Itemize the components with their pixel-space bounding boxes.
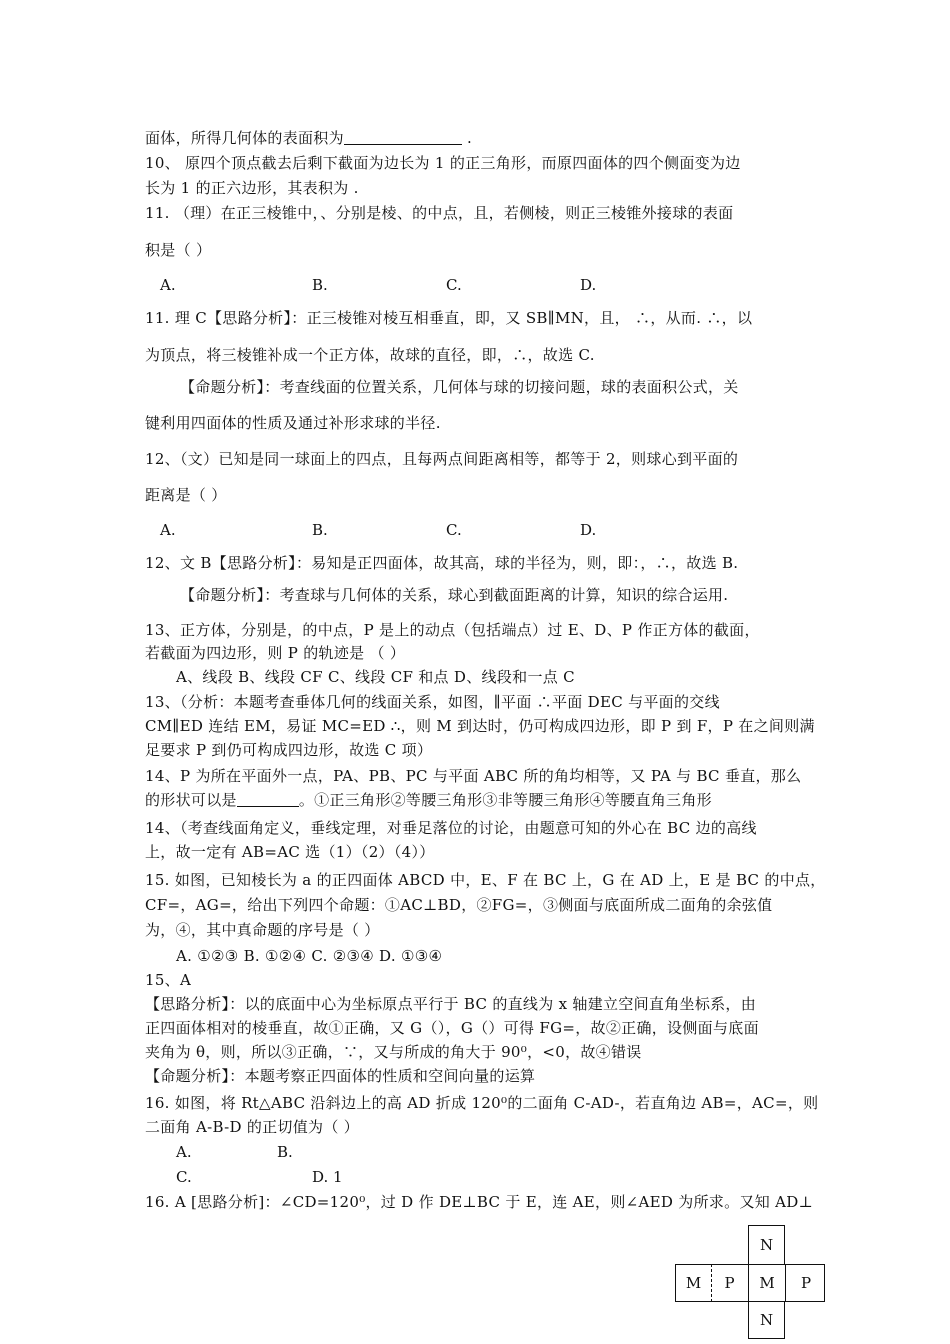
option: B. (312, 521, 328, 539)
text-line: 【命题分析】：考查线面的位置关系，几何体与球的切接问题，球的表面积公式，关 (180, 378, 739, 396)
option: C. (446, 276, 462, 294)
option: A. (160, 521, 176, 539)
answer-blank (237, 792, 299, 807)
option: B. (277, 1143, 293, 1161)
text-line: 的形状可以是 。①正三角形②等腰三角形③非等腰三角形④等腰直角三角形 (145, 791, 712, 809)
text-line: 15、A (145, 971, 192, 989)
text-line: 10、 原四个顶点截去后剩下截面为边长为 1 的正三角形，而原四面体的四个侧面变为边 (145, 154, 741, 172)
text-line: 16. A [思路分析]：∠CD=120⁰，过 D 作 DE⊥BC 于 E，连 AE，则∠AED 为所求。又知 AD⊥ (145, 1193, 814, 1211)
option: C. (176, 1168, 192, 1186)
text-line: 14、P 为所在平面外一点，PA、PB、PC 与平面 ABC 所的角均相等，又 PA 与 BC 垂直，那么 (145, 767, 802, 785)
text-line: CF=，AG=，给出下列四个命题：①AC⊥BD，②FG=，③侧面与底面所成二面角的余弦值 (145, 896, 773, 914)
text-line: 16. 如图，将 Rt△ABC 沿斜边上的高 AD 折成 120⁰的二面角 C-AD-，若直角边 AB=，AC=，则 (145, 1094, 819, 1112)
net-cell-mid-left: P (724, 1274, 735, 1292)
net-cell-center: M (748, 1264, 786, 1302)
text-line: A、线段 B、线段 CF C、线段 CF 和点 D、线段和一点 C (176, 668, 575, 686)
text-line: 14、（考查线面角定义，垂线定理，对垂足落位的讨论，由题意可知的外心在 BC 边的高线 (145, 819, 757, 837)
text-line: 二面角 A-B-D 的正切值为（ ） (145, 1118, 360, 1136)
text-line: 面体，所得几何体的表面积为 . (145, 129, 473, 147)
text-line: 11. 理 C【思路分析】：正三棱锥对棱互相垂直，即，又 SB∥MN，且， ∴，从而. ∴，以 (145, 309, 753, 327)
text-line: 【命题分析】：本题考察正四面体的性质和空间向量的运算 (145, 1067, 536, 1085)
net-cell-left: M (685, 1274, 702, 1292)
option: A. (160, 276, 176, 294)
text-line: 13、（分析：本题考查垂体几何的线面关系，如图，∥平面 ∴平面 DEC 与平面的交线 (145, 693, 720, 711)
text-line: 15. 如图，已知棱长为 a 的正四面体 ABCD 中，E、F 在 BC 上，G 在 AD 上，E 是 BC 的中点， (145, 871, 826, 889)
option: B. (312, 276, 328, 294)
option: A. (176, 1143, 192, 1161)
option: C. (446, 521, 462, 539)
net-cell-right: P (800, 1274, 812, 1292)
answer-blank (344, 130, 462, 145)
text-line: 若截面为四边形，则 P 的轨迹是 （ ） (145, 644, 406, 662)
text-line: 为顶点，将三棱锥补成一个正方体，故球的直径，即，∴，故选 C. (145, 346, 595, 364)
text-line: 夹角为 θ，则，所以③正确，∵，又与所成的角大于 90⁰，<0，故④错误 (145, 1043, 642, 1061)
text-line: 13、正方体，分别是，的中点，P 是上的动点（包括端点）过 E、D、P 作正方体的截面， (145, 621, 760, 639)
option: D. (580, 276, 597, 294)
option: D. 1 (312, 1168, 343, 1186)
text-line: 足要求 P 到仍可构成四边形，故选 C 项） (145, 741, 433, 759)
text-line: 12、（文）已知是同一球面上的四点，且每两点间距离相等，都等于 2，则球心到平面的 (145, 450, 739, 468)
text-line: 11. （理）在正三棱锥中，、分别是棱、的中点，且，若侧棱，则正三棱锥外接球的表面 (145, 204, 734, 222)
net-cell-bottom: N (748, 1301, 785, 1339)
text-line: 【命题分析】：考查球与几何体的关系，球心到截面距离的计算，知识的综合运用. (180, 586, 729, 604)
text-line: A. ①②③ B. ①②④ C. ②③④ D. ①③④ (176, 947, 443, 965)
text-line: 上，故一定有 AB=AC 选（1）（2）（4）） (145, 843, 435, 861)
text-line: 为，④，其中真命题的序号是（ ） (145, 921, 380, 939)
text-line: 键利用四面体的性质及通过补形求球的半径. (145, 414, 441, 432)
option: D. (580, 521, 597, 539)
text-line: 长为 1 的正六边形，其表积为 . (145, 179, 359, 197)
cube-net-figure (675, 1225, 825, 1340)
net-cell-top: N (748, 1225, 785, 1265)
text-line: 正四面体相对的棱垂直，故①正确，又 G（），G（）可得 FG=，故②正确，设侧面与底面 (145, 1019, 759, 1037)
text-line: 积是（ ） (145, 241, 212, 259)
text-line: 12、文 B【思路分析】：易知是正四面体，故其高，球的半径为，则，即：，∴，故选 B. (145, 554, 739, 572)
text-line: 【思路分析】：以的底面中心为坐标原点平行于 BC 的直线为 x 轴建立空间直角坐标系，由 (145, 995, 757, 1013)
text-line: CM∥ED 连结 EM，易证 MC=ED ∴，则 M 到达时，仍可构成四边形，即 P 到 F，P 在之间则满 (145, 717, 815, 735)
text-line: 距离是（ ） (145, 486, 227, 504)
